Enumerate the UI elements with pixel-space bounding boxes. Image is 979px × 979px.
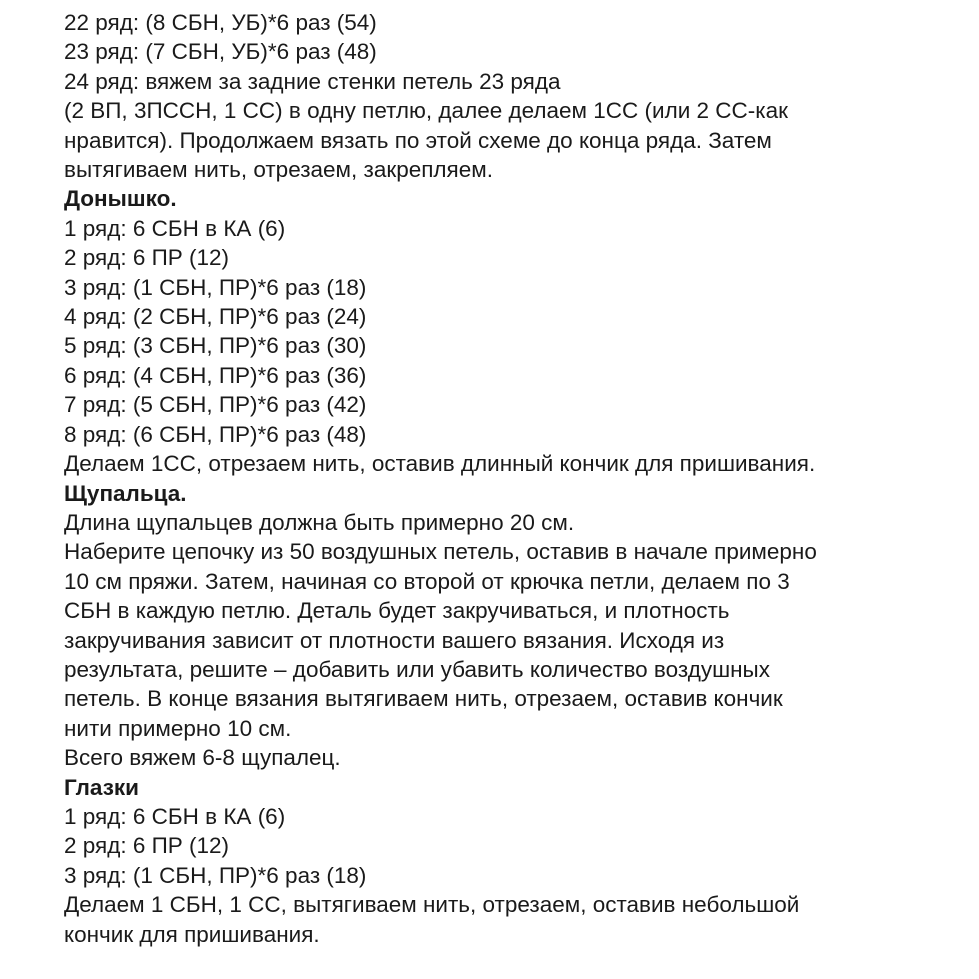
text-line: 8 ряд: (6 СБН, ПР)*6 раз (48) <box>64 421 367 447</box>
text-line: 5 ряд: (3 СБН, ПР)*6 раз (30) <box>64 333 367 359</box>
section-heading-donyshko: Донышко. <box>64 186 177 212</box>
text-line: 23 ряд: (7 СБН, УБ)*6 раз (48) <box>64 39 377 65</box>
text-line: кончик для пришивания. <box>64 921 320 947</box>
text-line: (2 ВП, 3ПССН, 1 СС) в одну петлю, далее делаем 1СС (или 2 СС-как <box>64 98 788 124</box>
text-line: 1 ряд: 6 СБН в КА (6) <box>64 215 286 241</box>
text-line: результата, решите – добавить или убавить количество воздушных <box>64 656 770 682</box>
text-line: 3 ряд: (1 СБН, ПР)*6 раз (18) <box>64 862 367 888</box>
text-line: Всего вяжем 6-8 щупалец. <box>64 745 341 771</box>
text-line: вытягиваем нить, отрезаем, закрепляем. <box>64 157 493 183</box>
text-line: 24 ряд: вяжем за задние стенки петель 23 ряда <box>64 68 561 94</box>
text-line: закручивания зависит от плотности вашего вязания. Исходя из <box>64 627 725 653</box>
text-line: нити примерно 10 см. <box>64 715 292 741</box>
text-line: 2 ряд: 6 ПР (12) <box>64 245 230 271</box>
text-line: Делаем 1 СБН, 1 СС, вытягиваем нить, отрезаем, оставив небольшой <box>64 892 800 918</box>
text-line: 22 ряд: (8 СБН, УБ)*6 раз (54) <box>64 10 377 35</box>
text-line: 2 ряд: 6 ПР (12) <box>64 833 230 859</box>
text-line: 4 ряд: (2 СБН, ПР)*6 раз (24) <box>64 304 367 330</box>
text-line: 3 ряд: (1 СБН, ПР)*6 раз (18) <box>64 274 367 300</box>
text-line: 1 ряд: 6 СБН в КА (6) <box>64 803 286 829</box>
text-line: 6 ряд: (4 СБН, ПР)*6 раз (36) <box>64 362 367 388</box>
text-line: 10 см пряжи. Затем, начиная со второй от крючка петли, делаем по 3 <box>64 568 790 594</box>
text-line: Делаем 1СС, отрезаем нить, оставив длинный кончик для пришивания. <box>64 451 816 477</box>
text-line: петель. В конце вязания вытягиваем нить, отрезаем, оставив кончик <box>64 686 783 712</box>
section-heading-glazki: Глазки <box>64 774 139 800</box>
text-line: 7 ряд: (5 СБН, ПР)*6 раз (42) <box>64 392 367 418</box>
section-heading-shchupaltsa: Щупальца. <box>64 480 187 506</box>
text-line: Наберите цепочку из 50 воздушных петель, оставив в начале примерно <box>64 539 817 565</box>
pattern-text-page <box>64 8 964 949</box>
text-line: нравится). Продолжаем вязать по этой схеме до конца ряда. Затем <box>64 127 772 153</box>
text-line: Длина щупальцев должна быть примерно 20 см. <box>64 509 575 535</box>
text-line: СБН в каждую петлю. Деталь будет закручиваться, и плотность <box>64 598 730 624</box>
